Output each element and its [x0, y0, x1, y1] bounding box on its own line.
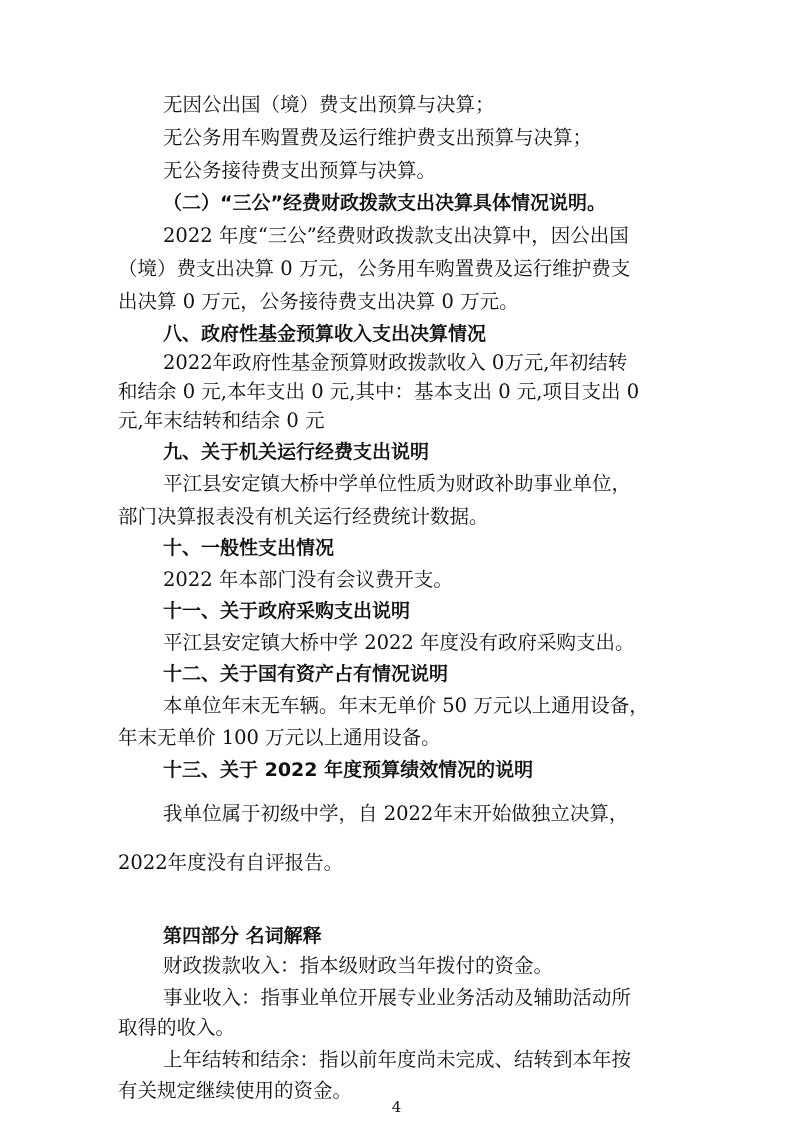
text-line: 和结余 0 元,本年支出 0 元,其中：基本支出 0 元,项目支出 0 [118, 380, 640, 403]
text-line: 2022 年本部门没有会议费开支。 [163, 568, 453, 591]
text-line: 无公务用车购置费及运行维护费支出预算与决算； [163, 126, 593, 149]
text-line: 2022年度没有自评报告。 [118, 851, 344, 874]
text-line: 平江县安定镇大桥中学单位性质为财政补助事业单位， [163, 472, 632, 495]
section-heading: 十三、关于 2022 年度预算绩效情况的说明 [163, 759, 534, 781]
text-line: 财政拨款收入：指本级财政当年拨付的资金。 [163, 954, 554, 977]
section-heading: 十二、关于国有资产占有情况说明 [163, 663, 449, 685]
text-line: 取得的收入。 [118, 1016, 236, 1039]
section-heading: 九、关于机关运行经费支出说明 [163, 441, 430, 463]
section-heading: 十一、关于政府采购支出说明 [163, 600, 411, 622]
text-line: 事业收入：指事业单位开展专业业务活动及辅助活动所 [163, 986, 632, 1009]
text-line: 本单位年末无车辆。年末无单价 50 万元以上通用设备， [163, 694, 649, 717]
part-heading: 第四部分 名词解释 [163, 925, 322, 947]
text-line: （境）费支出决算 0 万元，公务用车购置费及运行维护费支 [118, 257, 631, 280]
text-line: 出决算 0 万元，公务接待费支出决算 0 万元。 [118, 290, 519, 313]
section-heading: （二）“三公”经费财政拨款支出决算具体情况说明。 [163, 192, 606, 214]
text-line: 2022 年度“三公”经费财政拨款支出决算中，因公出国 [163, 224, 629, 247]
text-line: 2022年政府性基金预算财政拨款收入 0万元,年初结转 [163, 351, 628, 374]
section-heading: 十、一般性支出情况 [163, 537, 335, 559]
section-heading: 八、政府性基金预算收入支出决算情况 [163, 323, 487, 345]
text-line: 年末无单价 100 万元以上通用设备。 [118, 726, 441, 749]
text-line: 元,年末结转和结余 0 元 [118, 409, 325, 432]
text-line: 上年结转和结余：指以前年度尚未完成、结转到本年按 [163, 1048, 632, 1071]
text-line: 我单位属于初级中学，自 2022年末开始做独立决算， [163, 802, 629, 825]
page-number: 4 [391, 1098, 402, 1116]
text-line: 无公务接待费支出预算与决算。 [163, 159, 437, 182]
text-line: 无因公出国（境）费支出预算与决算； [163, 93, 495, 116]
text-line: 有关规定继续使用的资金。 [118, 1079, 353, 1102]
text-line: 平江县安定镇大桥中学 2022 年度没有政府采购支出。 [163, 631, 635, 654]
text-line: 部门决算报表没有机关运行经费统计数据。 [118, 505, 489, 528]
